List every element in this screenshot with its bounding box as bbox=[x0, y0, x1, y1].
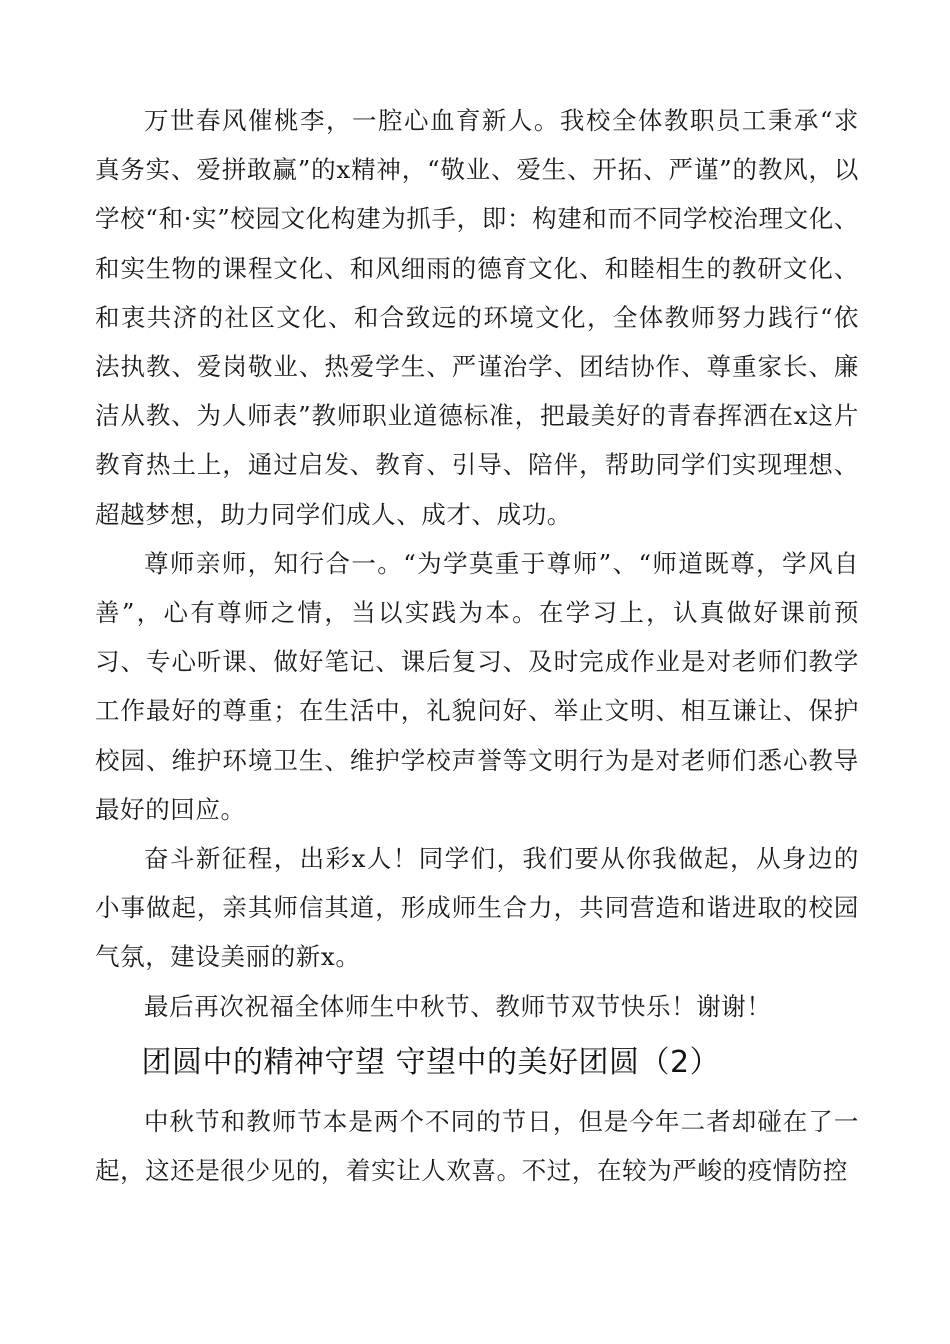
paragraph-1: 万世春风催桃李，一腔心血育新人。我校全体教职员工秉承“求真务实、爱拼敢赢”的x精神，“敬业、爱生、开拓、严谨”的教风，以学校“和·实”校园文化构建为抓手，即：构建和而不同学校治理文化、和实生物的课程文化、和风细雨的德育文化、和睦相生的教研文化、和衷共济的社区文化、和合致远的环境文化，全体教师努力践行“依法执教、爱岗敬业、热爱学生、严谨治学、团结协作、尊重家长、廉洁从教、为人师表”教师职业道德标准，把最美好的青春挥洒在x这片教育热土上，通过启发、教育、引导、陪伴，帮助同学们实现理想、超越梦想，助力同学们成人、成才、成功。 bbox=[95, 106, 859, 529]
document-page bbox=[95, 96, 859, 1195]
paragraph-2: 尊师亲师，知行合一。“为学莫重于尊师”、“师道既尊，学风自善”，心有尊师之情，当以实践为本。在学习上，认真做好课前预习、专心听课、做好笔记、课后复习、及时完成作业是对老师们教学工作最好的尊重；在生活中，礼貌问好、举止文明、相互谦让、保护校园、维护环境卫生、维护学校声誉等文明行为是对老师们悉心教导最好的回应。 bbox=[95, 548, 859, 824]
paragraph-4: 最后再次祝福全体师生中秋节、教师节双节快乐！谢谢！ bbox=[144, 991, 772, 1021]
paragraph-5: 中秋节和教师节本是两个不同的节日，但是今年二者却碰在了一起，这还是很少见的，着实让人欢喜。不过，在较为严峻的疫情防控 bbox=[95, 1106, 859, 1186]
section-heading: 团圆中的精神守望 守望中的美好团圆（2） bbox=[141, 1044, 721, 1080]
paragraph-3: 奋斗新征程，出彩x人！同学们，我们要从你我做起，从身边的小事做起，亲其师信其道，形成师生合力，共同营造和谐进取的校园气氛，建设美丽的新x。 bbox=[95, 844, 859, 972]
